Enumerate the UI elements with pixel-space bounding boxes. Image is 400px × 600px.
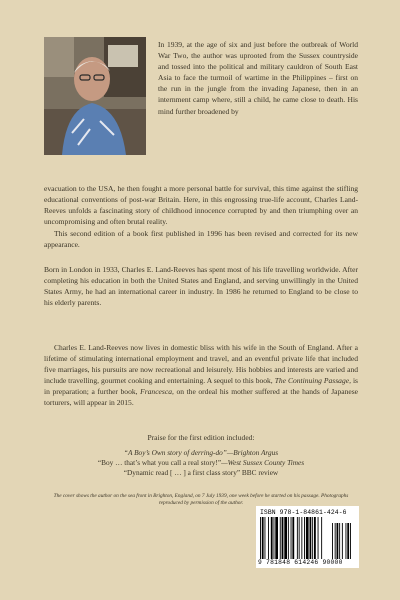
barcode-bar <box>312 517 313 559</box>
praise-quote-2: “Boy … that’s what you call a real story!”—West Sussex County Times <box>97 458 305 467</box>
barcode-bar <box>292 517 294 559</box>
barcode-bar <box>268 517 269 559</box>
ean-digits: 9 781848 614246 90000 <box>258 559 343 566</box>
price-bar <box>332 523 333 559</box>
author-photo <box>44 37 146 155</box>
second-book-title: Francesca, <box>140 387 174 397</box>
barcode-bar <box>284 517 287 559</box>
price-bar <box>347 523 349 559</box>
barcode-bar <box>306 517 309 559</box>
barcode-bar <box>282 517 284 559</box>
price-bar <box>350 523 351 559</box>
sequel-title: The Continuing Passage, <box>274 376 351 386</box>
author-portrait-illustration <box>44 37 146 155</box>
barcode-bar <box>318 517 319 559</box>
price-bar <box>346 523 347 559</box>
praise-heading: Praise for the first edition included: <box>147 433 255 442</box>
barcode-bar <box>310 517 312 559</box>
price-bar <box>335 523 336 559</box>
barcode-bar <box>297 517 298 559</box>
blurb-paragraph-1-continued: evacuation to the USA, he then fought a more personal battle for survival, this time against the stifling educational conventions of post-war Britain. Here, in this engrossing true-life account, Charles Land-Reeves unfolds a fascinating story of childhood innocence corrupted by and then triumphing over an uncompromising and often brutal reality. <box>44 184 358 227</box>
praise-quote-1: “A Boy’s Own story of derring-do”—Brighton Argus <box>123 448 279 457</box>
praise-quotes <box>44 448 358 478</box>
barcode-bar <box>275 517 278 559</box>
isbn-barcode <box>256 506 359 568</box>
barcode-bar <box>314 517 316 559</box>
barcode-bars <box>260 517 356 559</box>
author-bio-paragraph-1: Born in London in 1933, Charles E. Land-Reeves has spent most of his life travelling worldwide. After completing his education in both the United States and England, and serving unwillingly in the United States Army, he had an international career in industry. In 1986 he returned to England to be close to his elderly parents. <box>44 265 358 308</box>
cover-photo-caption: The cover shows the author on the sea front in Brighton, England, on 7 July 1939, one week before he started on his passage. Photographs reproduced by permission of the author. <box>53 493 349 507</box>
blurb-paragraph-1: In 1939, at the age of six and just before the outbreak of World War Two, the author was uprooted from the Sussex countryside and tossed into the political and military cauldron of South East Asia to face the turmoil of wartime in the Philippines – first on the run in the jungle from the invading Japanese, then in an internment camp where, still a child, he came close to death. His mind further broadened by <box>158 40 358 116</box>
barcode-bar <box>265 517 266 559</box>
price-bar <box>337 523 339 559</box>
praise-quote-3: “Dynamic read [ … ] a first class story” BBC review <box>123 468 279 477</box>
price-bar <box>339 523 340 559</box>
barcode-bar <box>271 517 273 559</box>
barcode-bar <box>301 517 302 559</box>
blurb-paragraph-2: This second edition of a book first published in 1996 has been revised and corrected for its new appearance. <box>44 229 358 250</box>
barcode-bar <box>288 517 289 559</box>
barcode-bar <box>299 517 300 559</box>
barcode-bar <box>321 517 322 559</box>
author-bio-paragraph-2: Charles E. Land-Reeves now lives in domestic bliss with his wife in the South of England. After a lifetime of stimulating international employment and travel, and an eventful private life that included five marriages, his pursuits are now recreational and leisurely. His hobbies and interests are varied and include travelling, gourmet cooking and entertaining. A sequel to this book, The Continuing Passage, is in preparation; a further book, Francesca, on the ordeal his mother suffered at the hands of Japanese torturers, will appear in 2015. <box>44 343 359 408</box>
price-bar <box>342 523 343 559</box>
barcode-bar <box>274 517 275 559</box>
barcode-bar <box>291 517 292 559</box>
barcode-bar <box>262 517 264 559</box>
barcode-bar <box>280 517 281 559</box>
isbn-number: ISBN 978-1-84861-424-6 <box>260 509 347 516</box>
barcode-bar <box>260 517 261 559</box>
barcode-bar <box>304 517 305 559</box>
